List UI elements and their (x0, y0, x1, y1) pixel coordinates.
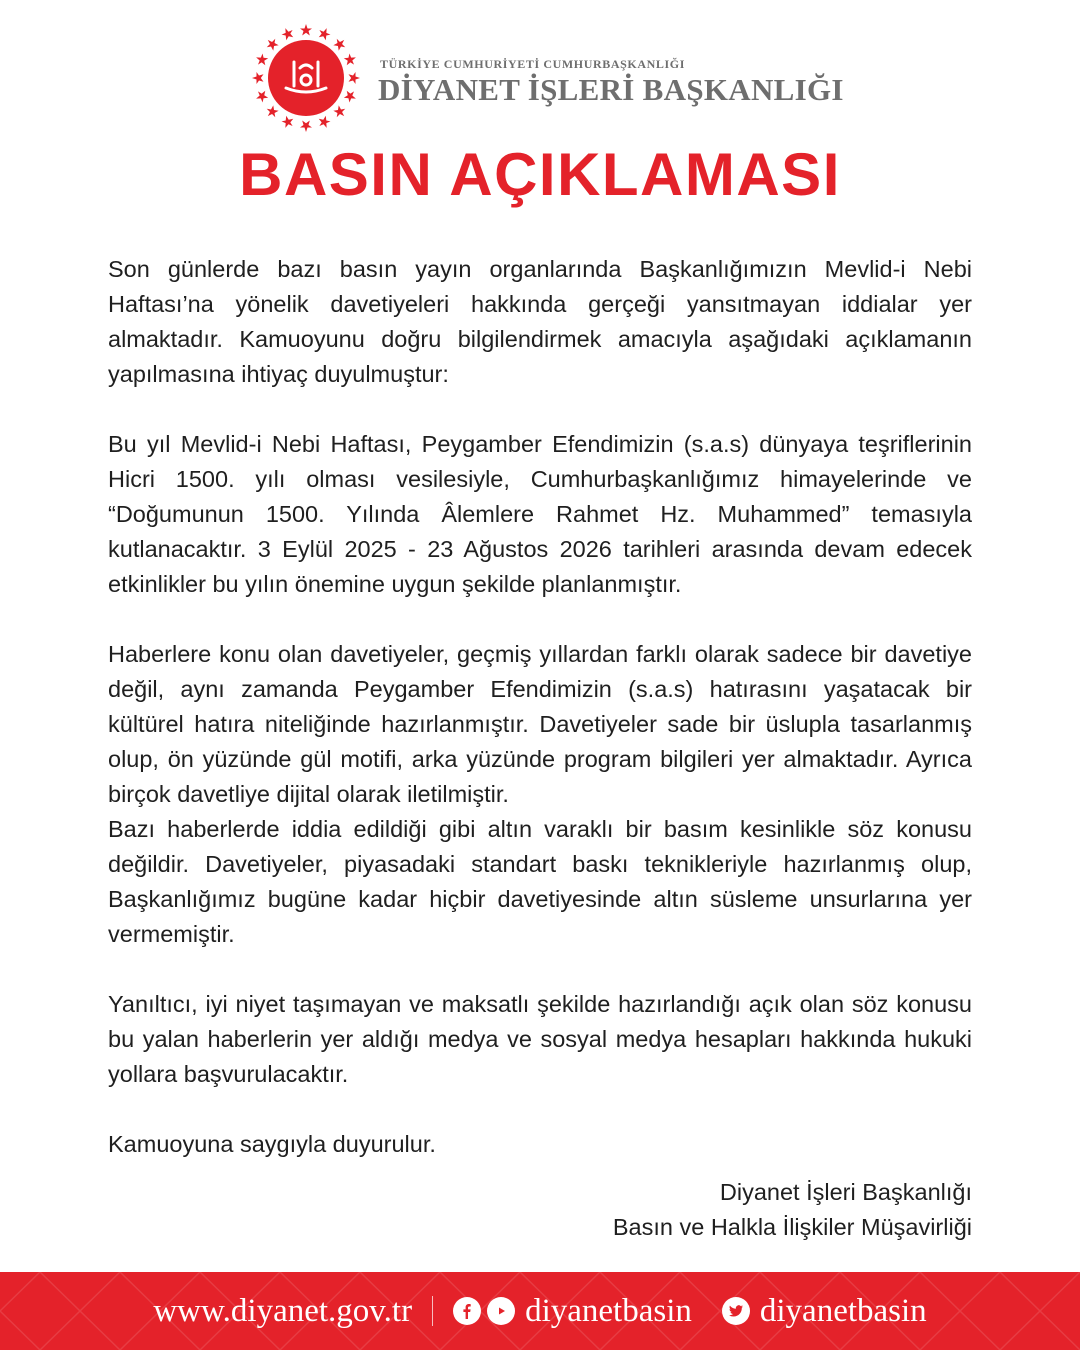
website-link[interactable]: www.diyanet.gov.tr (153, 1292, 413, 1329)
footer-contacts (0, 1272, 1080, 1350)
facebook-icon[interactable] (453, 1297, 481, 1325)
paragraph-4: Bazı haberlerde iddia edildiği gibi altın varaklı bir basım kesinlikle söz konusu değildir. Davetiyeler, piyasadaki standart baskı teknikleriyle hazırlanmış olup, Başkanlığımız bugüne kadar hiçbir davetiyesinde altın süsleme unsurlarına yer vermemiştir. (108, 816, 972, 947)
footer-bar (0, 1272, 1080, 1350)
signature-line-2: Basın ve Halkla İlişkiler Müşavirliği (612, 1214, 972, 1240)
twitter-handle[interactable]: diyanetbasin (759, 1292, 927, 1329)
signature-block (613, 1175, 972, 1245)
signature-line-1: Diyanet İşleri Başkanlığı (719, 1179, 972, 1205)
page-title: BASIN AÇIKLAMASI (239, 141, 841, 208)
facebook-youtube-handle[interactable]: diyanetbasin (525, 1292, 692, 1329)
paragraph-1: Son günlerde bazı basın yayın organlarında Başkanlığımızın Mevlid-i Nebi Haftası’na yönelik davetiyeleri hakkında gerçeği yansıtmayan iddialar yer almaktadır. Kamuoyunu doğru bilgilendirmek amacıyla aşağıdaki açıklamanın yapılmasına ihtiyaç duyulmuştur: (108, 256, 972, 387)
page-header (0, 0, 1080, 140)
paragraph-5: Yanıltıcı, iyi niyet taşımayan ve maksatlı şekilde hazırlandığı açık olan söz konusu bu yalan haberlerin yer aldığı medya ve sosyal medya hesapları hakkında hukuki yollara başvurulacaktır. (108, 991, 972, 1087)
footer-divider (432, 1296, 433, 1326)
paragraph-3: Haberlere konu olan davetiyeler, geçmiş yıllardan farklı olarak sadece bir davetiye değil, aynı zamanda Peygamber Efendimizin (s.a.s) hatırasını yaşatacak bir kültürel hatıra niteliğinde hazırlanmıştır. Davetiyeler sade bir üslupla tasarlanmış olup, ön yüzünde gül motifi, arka yüzünde program bilgileri yer almaktadır. Ayrıca birçok davetliye dijital olarak iletilmiştir. (108, 641, 972, 807)
twitter-icon[interactable] (722, 1297, 750, 1325)
youtube-icon[interactable] (487, 1297, 515, 1325)
institution-name: DİYANET İŞLERİ BAŞKANLIĞI (378, 72, 844, 107)
closing-line: Kamuoyuna saygıyla duyurulur. (108, 1131, 436, 1157)
statement-body (108, 252, 972, 1162)
institution-subtitle: TÜRKİYE CUMHURİYETİ CUMHURBAŞKANLIĞI (380, 57, 685, 71)
diyanet-emblem-icon (250, 22, 362, 134)
paragraph-2: Bu yıl Mevlid-i Nebi Haftası, Peygamber Efendimizin (s.a.s) dünyaya teşriflerinin Hicri 1500. yılı olması vesilesiyle, Cumhurbaşkanlığımız himayelerinde ve “Doğumunun 1500. Yılında Âlemlere Rahmet Hz. Muhammed” temasıyla kutlanacaktır. 3 Eylül 2025 - 23 Ağustos 2026 tarihleri arasında devam edecek etkinlikler bu yılın önemine uygun şekilde planlanmıştır. (108, 431, 972, 597)
